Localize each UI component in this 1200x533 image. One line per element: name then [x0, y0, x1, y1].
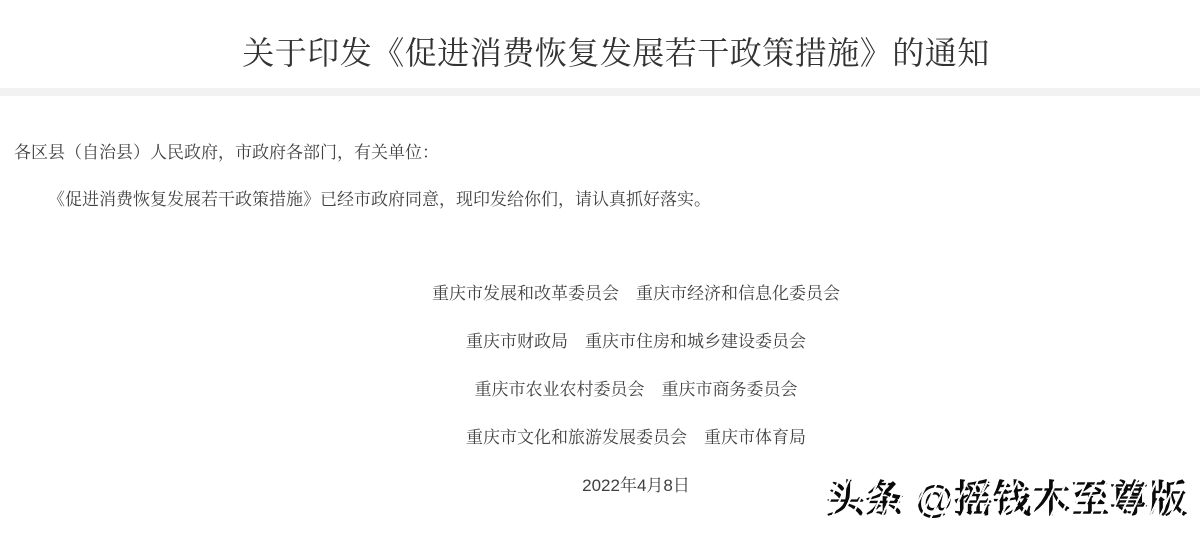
salutation-text: 各区县（自治县）人民政府，市政府各部门，有关单位：	[14, 143, 439, 162]
header-divider	[0, 88, 1200, 96]
body-paragraph: 《促进消费恢复发展若干政策措施》已经市政府同意，现印发给你们，请认真抓好落实。	[48, 190, 711, 209]
article-header	[0, 0, 1200, 88]
signatory-line: 重庆市财政局 重庆市住房和城乡建设委员会	[466, 332, 806, 351]
signature-block	[50, 284, 1200, 496]
watermark-text: 头条 @摇钱木至尊版	[826, 468, 1188, 523]
signatory-line: 重庆市文化和旅游发展委员会 重庆市体育局	[466, 428, 806, 447]
date-line: 2022年4月8日	[582, 476, 690, 495]
article-body	[0, 143, 1200, 496]
signatory-line: 重庆市农业农村委员会 重庆市商务委员会	[474, 380, 798, 399]
page-title: 关于印发《促进消费恢复发展若干政策措施》的通知	[242, 35, 990, 71]
signatory-line: 重庆市发展和改革委员会 重庆市经济和信息化委员会	[432, 284, 840, 303]
